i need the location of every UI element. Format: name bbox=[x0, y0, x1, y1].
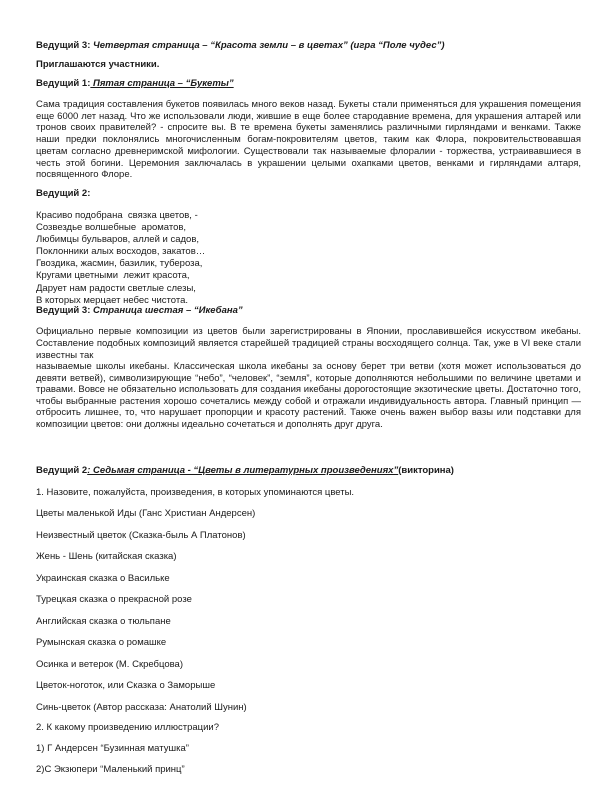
speaker-label: Ведущий 2 bbox=[36, 465, 88, 476]
question-2-answer: 1) Г Андерсен “Бузинная матушка” bbox=[36, 743, 189, 754]
poem-line: Красиво подобрана связка цветов, - bbox=[36, 210, 198, 221]
poem bbox=[36, 210, 581, 307]
ikebana-paragraph-1: Официально первые композиции из цветов были зарегистрированы в Японии, прославившейся искусством икебаны. Составление подобных композиций является старейшей традицией страны восходящего солнца. Так, уже в VI веке стали известны так bbox=[36, 326, 581, 361]
ikebana-paragraph-2: называемые школы икебаны. Классическая школа икебаны за основу берет три ветви (хотя может использоваться до девяти ветвей), символизирующие “небо”, “человек”, “земля”, которые дополняются небольшими по величине цветами и травами. Вовсе не обязательно использовать для создания икебаны дорогостоящие экзотические цветы. Достаточно того, чтобы выбранные растения хорошо сочетались между собой и отражали индивидуальность автора. Главный принцип — отбросить лишнее, то, что нарушает пропорции и красоту растений. Также очень важен выбор вазы или подставки для композиции цветов: они должны идеально сочетаться и дополнять друг друга. bbox=[36, 361, 581, 430]
poem-line: Гвоздика, жасмин, базилик, тубероза, bbox=[36, 258, 203, 270]
heading-page-five bbox=[36, 78, 581, 90]
answer-item: Турецкая сказка о прекрасной розе bbox=[36, 594, 192, 605]
speaker-label: Ведущий 3: bbox=[36, 40, 91, 51]
question-2: 2. К какому произведению иллюстрации? bbox=[36, 722, 220, 733]
answer-item: Неизвестный цветок (Сказка-быль А Платонов) bbox=[36, 530, 246, 541]
poem-line: Созвездье волшебные ароматов, bbox=[36, 222, 187, 234]
poem-line: В которых мерцает небес чистота. bbox=[36, 294, 189, 306]
invite-line: Приглашаются участники. bbox=[36, 59, 160, 70]
poem-line: Дарует нам радости светлые слезы, bbox=[36, 282, 196, 294]
section-title: : Седьмая страница - “Цветы в литературных произведениях” bbox=[87, 465, 399, 476]
answer-item: Цветы маленькой Иды (Ганс Христиан Андерсен) bbox=[36, 508, 256, 519]
speaker-heading: Ведущий 2: bbox=[36, 188, 91, 199]
poem-line: Любимцы бульваров, аллей и садов, bbox=[36, 234, 200, 246]
heading-page-six bbox=[36, 305, 581, 317]
poem-line: Кругами цветными лежит красота, bbox=[36, 270, 190, 282]
speaker-label: Ведущий 3: bbox=[36, 305, 91, 316]
bouquets-paragraph: Сама традиция составления букетов появилась много веков назад. Букеты стали применяться для украшения помещения еще 6000 лет назад. Что же использовали люди, жившие в еще более стародавние времена, для украшения алтарей или тронов своих правителей? - спросите вы. В те времена букеты заменялись различными гирляндами и венками. Также наши предки поклонялись многочисленным богам-покровителям цветов, таким как Флора, покровительствовавшая цветам согласно древнеримской мифологии. Существовали так называемые флоралии - торжества, устраивавшиеся в честь этой богини. Церемония заключалась в украшении целыми охапками цветов, венками и гирляндами алтаря, посвященного Флоре. bbox=[36, 99, 581, 181]
speaker-label: Ведущий 1: bbox=[36, 78, 91, 89]
heading-page-four bbox=[36, 40, 581, 52]
section-title-tail: (викторина) bbox=[398, 465, 454, 476]
question-1: 1. Назовите, пожалуйста, произведения, в которых упоминаются цветы. bbox=[36, 487, 355, 498]
answer-item: Жень - Шень (китайская сказка) bbox=[36, 551, 177, 562]
answer-item: Осинка и ветерок (М. Скребцова) bbox=[36, 659, 184, 670]
section-title: Четвертая страница – “Красота земли – в цветах” (игра “Поле чудес”) bbox=[90, 40, 445, 51]
question-2-answer: 2)С Экзюпери “Маленький принц” bbox=[36, 764, 185, 775]
section-title: Пятая страница – “Букеты” bbox=[90, 78, 234, 89]
answer-item: Синь-цветок (Автор рассказа: Анатолий Шунин) bbox=[36, 702, 247, 713]
answer-item: Цветок-ноготок, или Сказка о Заморыше bbox=[36, 680, 216, 691]
section-title: Страница шестая – “Икебана” bbox=[90, 305, 243, 316]
answer-item: Английская сказка о тюльпане bbox=[36, 616, 171, 627]
heading-page-seven bbox=[36, 465, 581, 477]
answer-item: Украинская сказка о Васильке bbox=[36, 573, 170, 584]
answer-item: Румынская сказка о ромашке bbox=[36, 637, 167, 648]
poem-line: Поклонники алых восходов, закатов… bbox=[36, 246, 206, 258]
